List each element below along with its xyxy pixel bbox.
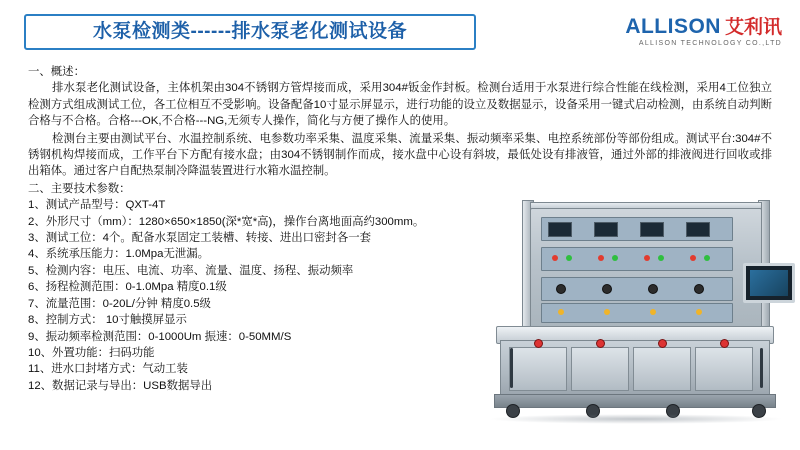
overview-paragraph-2: 检测台主要由测试平台、水温控制系统、电参数功率采集、温度采集、流量采集、振动频率采集、电控系统部份等部份组成。测试平台:304#不锈钢机构焊接而成，工作平台下方配有接水盘；由304不锈钢制作而成，接水盘中心设有斜坡，最低处设有排液管，通过外部的排液阀进行回收或排出箱体。通过客户自配热泵制冷降温装置进行水箱水温控制。 xyxy=(28,132,772,178)
work-bench-body xyxy=(500,340,770,398)
list-item: 8、控制方式： 10寸触摸屏显示 xyxy=(28,314,187,327)
spec-list xyxy=(28,197,498,394)
logo-wordmark: ALLISON xyxy=(625,15,721,38)
indicator-led xyxy=(558,309,564,315)
bench-door[interactable] xyxy=(633,347,691,391)
title-box xyxy=(24,14,476,50)
indicator-led xyxy=(644,255,650,261)
control-knob xyxy=(556,284,566,294)
list-item: 5、检测内容：电压、电流、功率、流量、温度、扬程、振动频率 xyxy=(28,264,354,277)
indicator-led xyxy=(598,255,604,261)
indicator-led xyxy=(566,255,572,261)
list-item: 6、扬程检测范围：0-1.0Mpa 精度0.1级 xyxy=(28,281,227,294)
meter-display xyxy=(640,222,664,237)
meter-display xyxy=(594,222,618,237)
brand-logo xyxy=(625,16,782,37)
meter-display xyxy=(686,222,710,237)
indicator-led xyxy=(658,255,664,261)
meter-display xyxy=(548,222,572,237)
list-item: 11、进水口封堵方式：气动工装 xyxy=(28,363,188,376)
section-heading-specs: 二、主要技术参数： xyxy=(28,182,131,195)
bench-door[interactable] xyxy=(695,347,753,391)
machine-base xyxy=(494,394,776,408)
bench-door[interactable] xyxy=(509,347,567,391)
list-item: 7、流量范围：0-20L/分钟 精度0.5级 xyxy=(28,297,211,310)
control-knob xyxy=(602,284,612,294)
hose xyxy=(760,348,763,388)
list-item: 3、测试工位：4个。配备水泵固定工装槽、转接、进出口密封各一套 xyxy=(28,232,371,245)
page-title: 水泵检测类------排水泵老化测试设备 xyxy=(93,21,407,42)
floor-shadow xyxy=(488,414,784,424)
test-station-valve xyxy=(596,339,605,348)
panel-row-switches xyxy=(541,303,733,323)
overview-paragraph-1: 排水泵老化测试设备，主体机架由304不锈钢方管焊接而成，采用304#钣金作封板。检测台适用于水泵进行综合性能在线检测，采用4工位独立检测方式组成测试工位，各工位相互不受影响。设备配备10寸显示屏显示，进行功能的设立及数据显示，设备采用一键式启动检测，由系统自动判断合格与不合格。合格---OK,不合格---NG,无须专人操作，简化与方便了操作人的使用。 xyxy=(28,82,772,128)
equipment-illustration xyxy=(470,162,800,447)
section-heading-overview: 一、概述： xyxy=(28,66,85,78)
list-item: 1、测试产品型号：QXT-4T xyxy=(28,199,166,212)
indicator-led xyxy=(696,309,702,315)
indicator-led xyxy=(650,309,656,315)
test-station-valve xyxy=(658,339,667,348)
list-item: 4、系统承压能力：1.0Mpa无泄漏。 xyxy=(28,248,210,261)
test-station-valve xyxy=(720,339,729,348)
list-item: 2、外形尺寸（mm）：1280×650×1850(深*宽*高)，操作台离地面高约300mm。 xyxy=(28,215,425,228)
page-header xyxy=(0,0,800,62)
indicator-led xyxy=(604,309,610,315)
panel-row-knobs xyxy=(541,277,733,301)
indicator-led xyxy=(704,255,710,261)
control-knob xyxy=(694,284,704,294)
hmi-screen[interactable] xyxy=(750,270,788,296)
test-station-valve xyxy=(534,339,543,348)
hose xyxy=(510,348,513,388)
indicator-led xyxy=(552,255,558,261)
control-knob xyxy=(648,284,658,294)
bench-door[interactable] xyxy=(571,347,629,391)
control-panel xyxy=(530,208,762,328)
logo-chinese-name: 艾利讯 xyxy=(724,17,782,38)
logo-subtitle: ALLISON TECHNOLOGY CO.,LTD xyxy=(638,40,782,47)
indicator-led xyxy=(690,255,696,261)
indicator-led xyxy=(612,255,618,261)
list-item: 12、数据记录与导出：USB数据导出 xyxy=(28,379,213,392)
panel-row-meters xyxy=(541,217,733,241)
panel-row-indicators xyxy=(541,247,733,271)
list-item: 9、振动频率检测范围：0-1000Um 振速：0-50MM/S xyxy=(28,330,292,343)
hmi-touchscreen[interactable] xyxy=(743,263,795,303)
list-item: 10、外置功能：扫码功能 xyxy=(28,346,155,359)
